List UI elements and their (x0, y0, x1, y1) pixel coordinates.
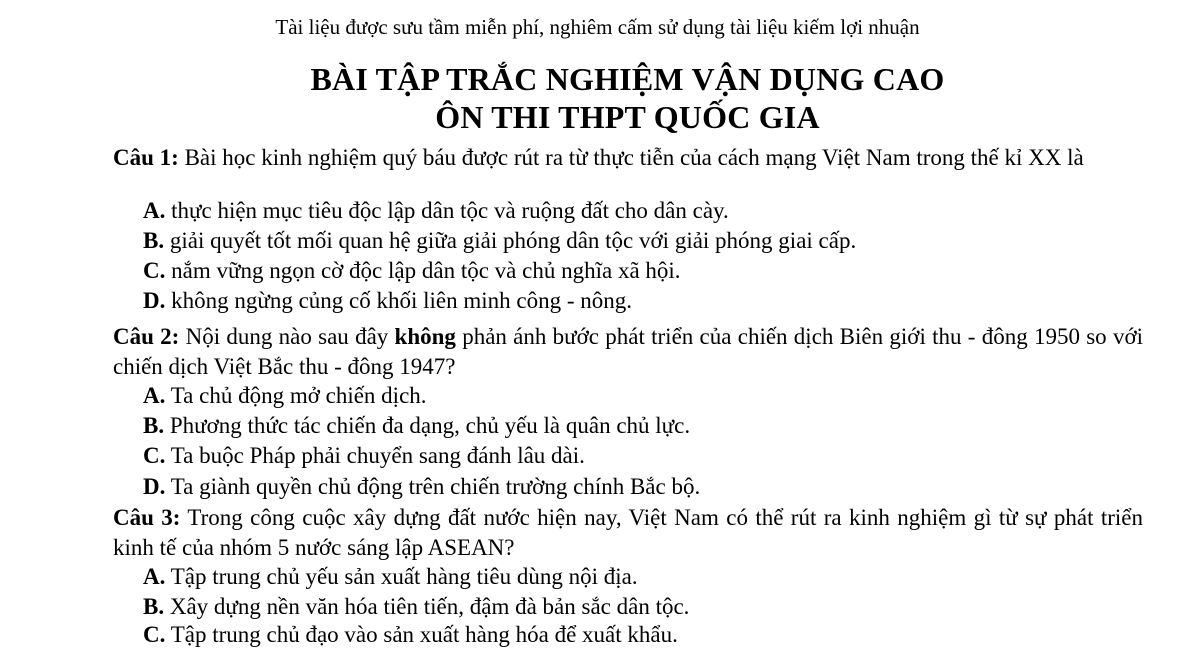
question-3 (113, 503, 1143, 563)
option-text: nắm vững ngọn cờ độc lập dân tộc và chủ nghĩa xã hội. (165, 258, 681, 283)
option-text: Ta giành quyền chủ động trên chiến trường chính Bắc bộ. (165, 474, 701, 499)
option-letter: A. (143, 564, 166, 589)
header-note: Tài liệu được sưu tầm miễn phí, nghiêm cấm sử dụng tài liệu kiếm lợi nhuận (275, 15, 920, 39)
question-2-option-d (143, 472, 700, 502)
question-1-option-d (143, 286, 632, 316)
question-3-option-c (143, 620, 678, 650)
option-letter: C. (143, 258, 166, 283)
question-2 (113, 322, 1143, 382)
option-text: Phương thức tác chiến đa dạng, chủ yếu là quân chủ lực. (164, 413, 691, 438)
question-3-option-a (143, 562, 638, 592)
page-title-line-1: BÀI TẬP TRẮC NGHIỆM VẬN DỤNG CAO (310, 61, 945, 97)
question-2-option-a (143, 381, 427, 411)
option-text: Ta chủ động mở chiến dịch. (165, 383, 427, 408)
question-text-end: phản ánh bước phát triển của chiến dịch Biên giới thu - đông 1950 so với chiến dịch Việt Bắc thu - đông 1947? (113, 324, 1144, 379)
question-emphasis: không (394, 324, 456, 349)
option-letter: D. (143, 474, 166, 499)
page-title-line-2: ÔN THI THPT QUỐC GIA (435, 99, 820, 135)
question-1-option-b (143, 226, 856, 256)
question-text-start: Nội dung nào sau đây (179, 324, 395, 349)
option-letter: C. (143, 622, 166, 647)
option-text: thực hiện mục tiêu độc lập dân tộc và ruộng đất cho dân cày. (165, 198, 729, 223)
option-text: Ta buộc Pháp phải chuyển sang đánh lâu dài. (165, 443, 585, 468)
question-number: Câu 2: (113, 324, 180, 349)
question-number: Câu 1: (113, 145, 179, 170)
option-letter: A. (143, 198, 166, 223)
option-text: Tập trung chủ đạo vào sản xuất hàng hóa để xuất khẩu. (165, 622, 678, 647)
question-1 (113, 143, 1143, 173)
option-text: Tập trung chủ yếu sản xuất hàng tiêu dùng nội địa. (165, 564, 638, 589)
option-letter: B. (143, 594, 165, 619)
question-1-option-a (143, 196, 729, 226)
option-letter: D. (143, 288, 166, 313)
question-text: Bài học kinh nghiệm quý báu được rút ra từ thực tiễn của cách mạng Việt Nam trong thế kỉ XX là (178, 145, 1084, 170)
question-2-option-c (143, 441, 585, 471)
option-text: không ngừng củng cố khối liên minh công - nông. (165, 288, 633, 313)
option-letter: B. (143, 228, 165, 253)
option-text: giải quyết tốt mối quan hệ giữa giải phóng dân tộc với giải phóng giai cấp. (164, 228, 857, 253)
question-3-option-b (143, 592, 689, 622)
question-2-option-b (143, 411, 690, 441)
option-letter: C. (143, 443, 166, 468)
option-letter: B. (143, 413, 165, 438)
question-1-option-c (143, 256, 681, 286)
question-text: Trong công cuộc xây dựng đất nước hiện nay, Việt Nam có thể rút ra kinh nghiệm gì từ sự phát triển kinh tế của nhóm 5 nước sáng lập ASEAN? (113, 505, 1143, 560)
option-text: Xây dựng nền văn hóa tiên tiến, đậm đà bản sắc dân tộc. (164, 594, 690, 619)
option-letter: A. (143, 383, 166, 408)
question-number: Câu 3: (113, 505, 181, 530)
